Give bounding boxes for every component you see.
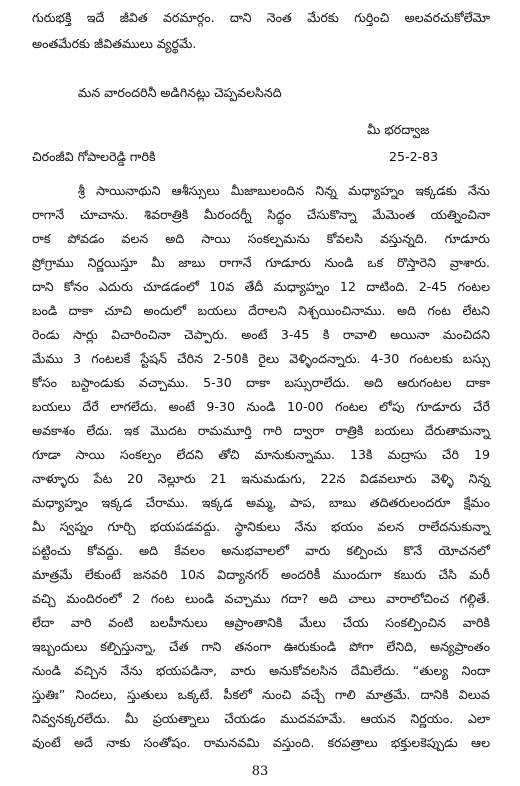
body-line: వుంటే అదే నాకు సంతోషం. రామనవమి వస్తుంది. కరపత్రాలు భక్తులకెప్పుడు ఆల	[32, 735, 490, 750]
body-line: అవకాశం లేదు. ఇక మొదట రామమూర్తి గారి ద్వారా రాత్రికి బయలు దేరుతామన్నా	[32, 423, 490, 438]
body-line: బయలు దేరే లాగలేదు. అంటే 9-30 నుండి 10-00 గంటల లోపు గూడూరు చేరే	[32, 399, 490, 414]
body-line: ఇబ్బందులు కల్పిస్తున్నా, చేత గాని తనంగా ఊరుకుండి పోగా లేనిది, అన్యప్రాంతం	[32, 639, 490, 654]
body-line: కోసం బస్టాండుకు వచ్చాము. 5-30 దాకా బస్సురాలేదు. అది ఆరుగంటల దాకా	[32, 375, 490, 390]
body-line: మధ్యాహ్నం ఇక్కడ చేరాము. ఇక్కడ అమ్మ, పాప, బాబు తదితరులందరూ క్షేమం	[32, 495, 490, 510]
body-line: రెండు సార్లు విచారించినా చెప్పారు. అంటే 3-45 కి రావాలి అయినా మంచిదని	[32, 327, 490, 342]
body-line: మేము 3 గంటలకే స్టేషన్ చేరిన 2-50కి రైలు వెళ్ళిందన్నారు. 4-30 గంటలకు బస్సు	[32, 351, 490, 366]
body-line: వచ్చి మందిరంలో 2 గంట లుండి వచ్చాము గదా? అది చాలు వారాలోచించ గల్గితే.	[32, 591, 490, 606]
body-line: నుండి వచ్చిన నేను భయపడినా, వారు అనుకోవలసిన దేమిలేదు. “తుల్య నిందా	[32, 663, 490, 678]
body-line: నాళ్ళూరు పేట 20 నెల్లూరు 21 ఇనుమడుగు, 22న విడవలూరు వెళ్ళి నిన్న	[32, 471, 490, 486]
letter-date: 25-2-83	[389, 149, 439, 164]
body-line: రాక పోవడం వలన అది సాయి సంకల్పమను కోవలసి వస్తున్నది. గూడూరు	[32, 231, 490, 246]
body-line: రాగానే చూచాను. శివరాత్రికి మీరందర్నీ సిద్ధం చేసుకొన్నా మేమెంత యత్నించినా	[32, 207, 490, 222]
intro-line: అంతమేరకు జీవితములు వ్యర్థమే.	[32, 36, 197, 51]
body-line: మీ స్వప్నం గూర్చి భయపడవద్దు. స్థానికులు నేను భయం వలన రాలేదనుకున్నా	[32, 519, 490, 534]
closing-line: మన వారందరినీ అడిగినట్లు చెప్పవలసినది	[78, 85, 282, 100]
body-line: శ్రీ సాయినాథుని ఆశీస్సులు మీజాబులందిన నిన్న మధ్యాహ్నం ఇక్కడకు నేను	[78, 183, 490, 198]
body-line: దాని కోనం ఎదురు చూడడంలో 10వ తేదీ మధ్యాహ్నం 12 దాటింది. 2-45 గంటల	[32, 279, 490, 294]
body-line: పట్టించు కోవద్దు. అది కేవలం అనుభవాలలో వారు కల్పించు కొనే యోచనలో	[32, 543, 490, 558]
signature: మీ భరద్వాజ	[367, 122, 430, 137]
salutation-row	[32, 149, 490, 165]
body-line: బండి దాకా చూచి అందులో బయలు దేరాలని నిశ్చయించినాము. అది గంట లేటని	[32, 303, 490, 318]
page-number: 83	[251, 764, 269, 779]
body-line: మాత్రమే లేకుంటే జనవరి 10న విద్యానగర్ అందరికీ ముందుగా కబురు చేసి మరీ	[32, 567, 490, 582]
body-line: గూడా సాయి సంకల్పం లేదని తోచి మానుకున్నాము. 13కి మద్రాసు చేరి 19	[32, 447, 490, 462]
body-line: ప్రోగ్రాము నిర్ణయిస్తూ మీ జాబు రాగానే గూడూరు నుండి ఒక రొస్తారెని వ్రాశారు.	[32, 255, 490, 270]
body-line: స్తుతిః” నిందలు, స్తుతులు ఒక్కటే. పీకలో నుంచి వచ్చే గాలి మాత్రమే. దానికి విలువ	[32, 687, 490, 702]
salutation: చిరంజీవి గోపాలరెడ్డి గారికి	[32, 149, 156, 164]
body-line: లేదా వారి వంటి బలహీనులు ఆప్రాంతానికి మేలు చేయ సంకల్పించిన వారికి	[32, 615, 490, 630]
body-line: నివ్వనక్కరలేదు. మీ ప్రయత్నాలు చేయడం ముదవహమే. ఆయన నిర్ణయం. ఎలా	[32, 711, 490, 726]
intro-line: గురుభక్తి ఇదే జీవిత వరమార్గం. దాని నెంత మేరకు గుర్తించి అలవరచుకోలేమో	[32, 10, 490, 25]
